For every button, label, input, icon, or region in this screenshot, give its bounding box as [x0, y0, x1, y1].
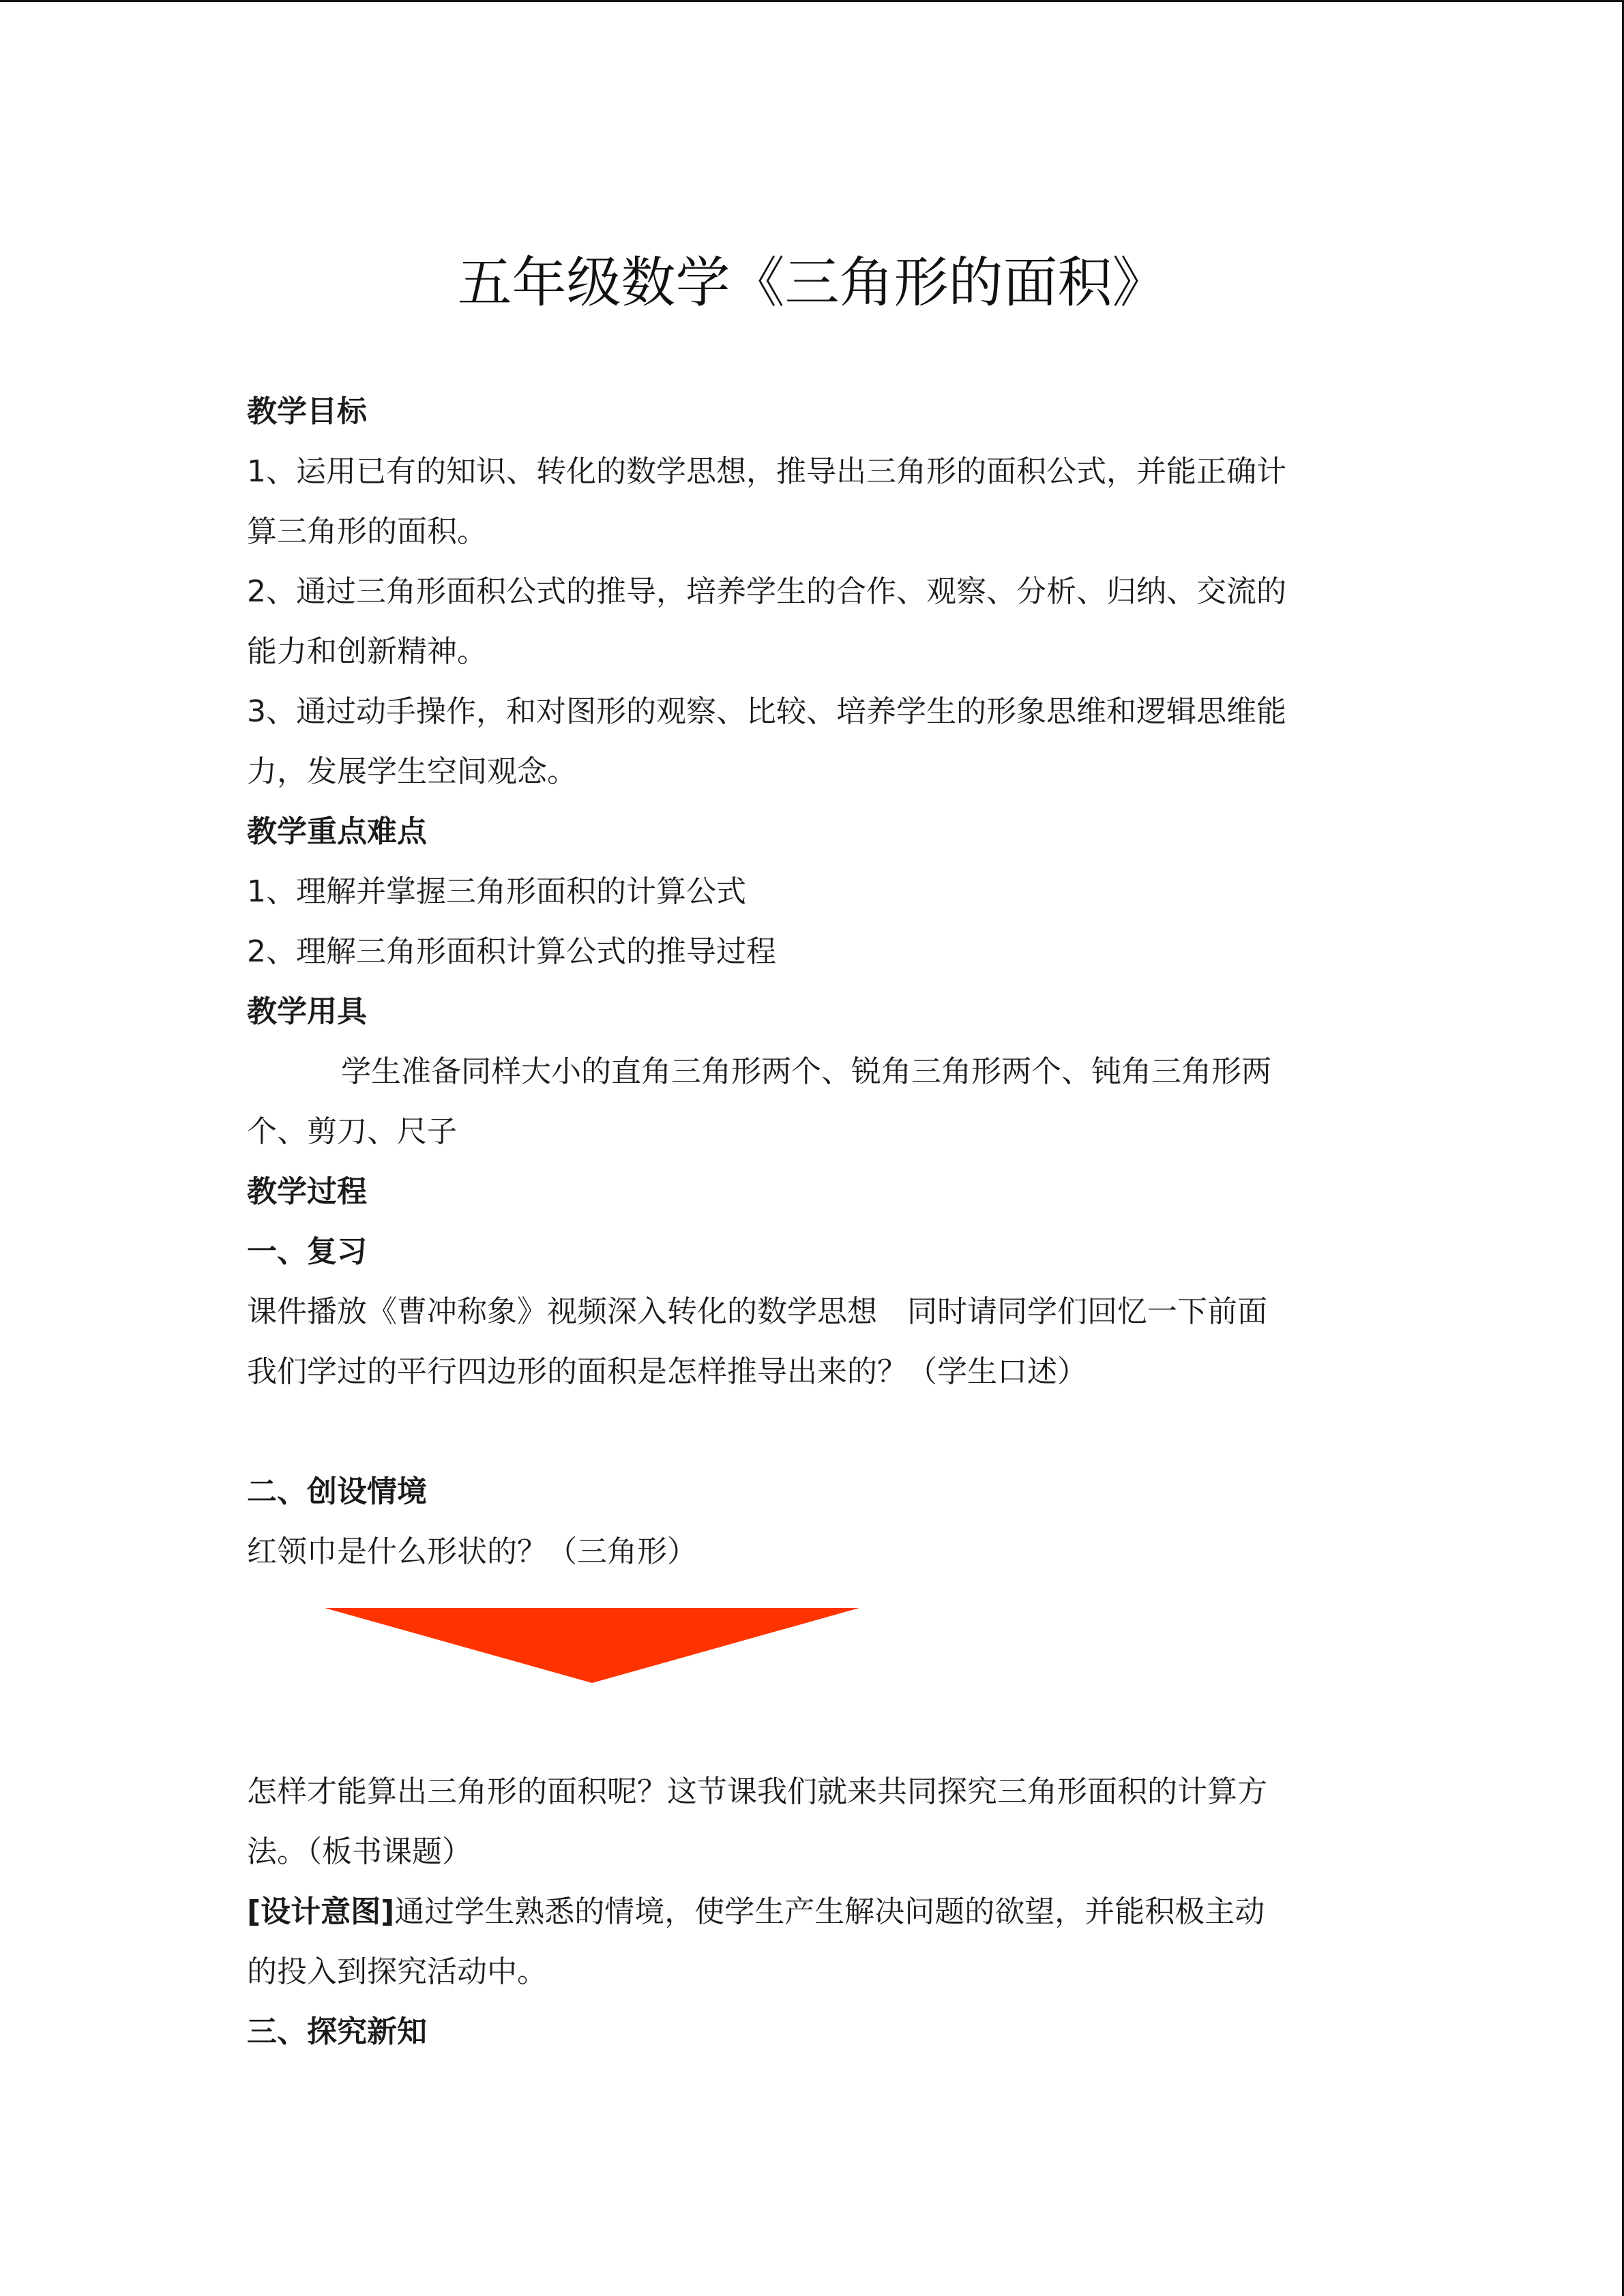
explore-heading: 三、探究新知: [247, 2014, 427, 2049]
red-scarf-shape: [325, 1608, 859, 1683]
design-intent-tag: [设计意图]: [247, 1894, 395, 1929]
objective-3-line-1: 3、通过动手操作，和对图形的观察、比较、培养学生的形象思维和逻辑思维能: [247, 694, 1286, 729]
page-title: 五年级数学《三角形的面积》: [457, 251, 1167, 314]
objective-2-line-2: 能力和创新精神。: [247, 634, 487, 669]
review-line-1: 课件播放《曹冲称象》视频深入转化的数学思想 同时请同学们回忆一下前面: [247, 1294, 1267, 1329]
review-heading: 一、复习: [247, 1234, 367, 1269]
design-intent-line-2: 的投入到探究活动中。: [247, 1954, 547, 1989]
situation-question: 红领巾是什么形状的？（三角形）: [247, 1534, 697, 1569]
objective-1-line-1: 1、运用已有的知识、转化的数学思想，推导出三角形的面积公式，并能正确计: [247, 454, 1286, 489]
key-point-2: 2、理解三角形面积计算公式的推导过程: [247, 934, 776, 969]
tools-heading: 教学用具: [247, 994, 367, 1029]
key-points-heading: 教学重点难点: [247, 814, 427, 849]
design-intent-text: 通过学生熟悉的情境，使学生产生解决问题的欲望，并能积极主动: [394, 1894, 1265, 1929]
situation-heading: 二、创设情境: [247, 1474, 427, 1509]
review-line-2: 我们学过的平行四边形的面积是怎样推导出来的？（学生口述）: [247, 1354, 1087, 1389]
red-scarf-figure: [247, 1582, 1385, 1762]
top-border: [0, 0, 1624, 2]
process-heading: 教学过程: [247, 1174, 367, 1209]
intro-line-1: 怎样才能算出三角形的面积呢？这节课我们就来共同探究三角形面积的计算方: [247, 1774, 1267, 1809]
intro-line-2: 法。（板书课题）: [247, 1834, 472, 1869]
objective-1-line-2: 算三角形的面积。: [247, 514, 487, 549]
blank-line: [247, 1402, 1385, 1462]
objectives-heading: 教学目标: [247, 394, 367, 429]
objective-3-line-2: 力，发展学生空间观念。: [247, 754, 577, 789]
design-intent-line-1: [247, 1882, 1385, 1942]
tools-line-2: 个、剪刀、尺子: [247, 1114, 457, 1149]
red-scarf-triangle: [325, 1602, 870, 1691]
tools-line-1: 学生准备同样大小的直角三角形两个、锐角三角形两个、钝角三角形两: [341, 1054, 1271, 1089]
objective-2-line-1: 2、通过三角形面积公式的推导，培养学生的合作、观察、分析、归纳、交流的: [247, 574, 1286, 609]
key-point-1: 1、理解并掌握三角形面积的计算公式: [247, 874, 746, 909]
document-body: [247, 382, 1385, 2062]
